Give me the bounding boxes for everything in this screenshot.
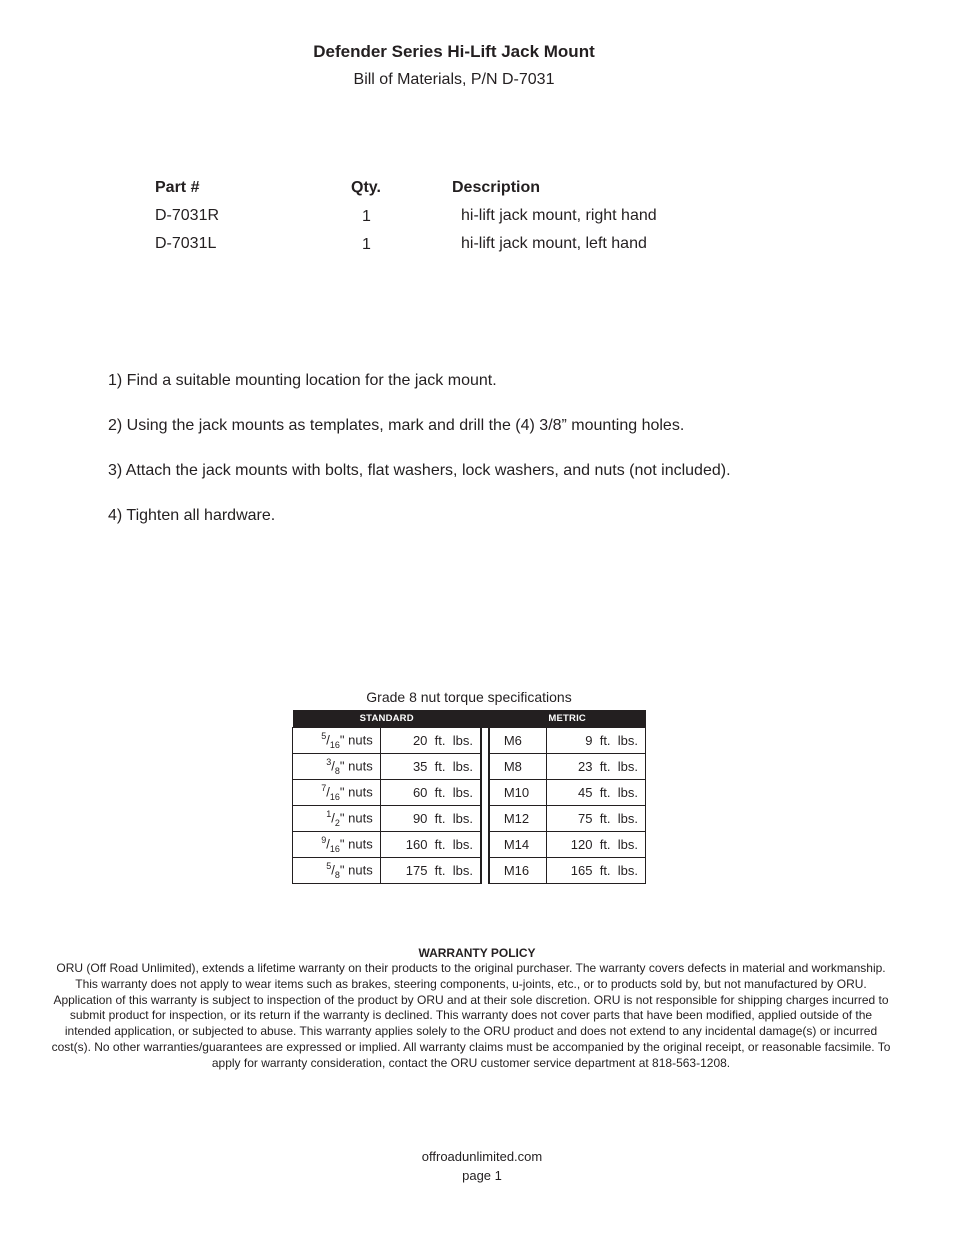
fraction-denominator: 16 [329, 843, 340, 854]
standard-torque-value: 35 ft. lbs. [380, 754, 481, 780]
instruction-step: 2) Using the jack mounts as templates, mark and drill the (4) 3/8” mounting holes. [108, 417, 685, 434]
fraction-denominator: 2 [334, 817, 340, 828]
column-divider [481, 858, 489, 884]
warranty-title: WARRANTY POLICY [418, 946, 536, 960]
bom-header-qty: Qty. [351, 179, 381, 196]
standard-nut-size: $^5/_{16}$" nuts [293, 728, 381, 754]
standard-torque-value: 90 ft. lbs. [380, 806, 481, 832]
bom-qty: 1 [362, 236, 371, 253]
fraction-denominator: 16 [329, 739, 340, 750]
column-divider [481, 780, 489, 806]
torque-row [293, 780, 646, 806]
nut-label: " nuts [339, 862, 373, 878]
standard-torque-value: 175 ft. lbs. [380, 858, 481, 884]
nut-label: " nuts [339, 758, 373, 774]
metric-header: METRIC [489, 710, 646, 728]
fraction-numerator: 1 [326, 809, 332, 820]
column-divider [481, 754, 489, 780]
bom-part-number: D-7031L [155, 235, 217, 252]
fraction-denominator: 16 [329, 791, 340, 802]
metric-torque-value: 165 ft. lbs. [547, 858, 646, 884]
standard-torque-value: 60 ft. lbs. [380, 780, 481, 806]
column-divider [481, 806, 489, 832]
standard-nut-size: $^3/_8$" nuts [293, 754, 381, 780]
instruction-step: 1) Find a suitable mounting location for the jack mount. [108, 372, 497, 389]
footer-website: offroadunlimited.com [421, 1149, 543, 1164]
bom-header-description: Description [452, 179, 541, 196]
fraction-denominator: 8 [334, 869, 340, 880]
metric-nut-size: M10 [489, 780, 547, 806]
metric-nut-size: M8 [489, 754, 547, 780]
header-gap [481, 710, 489, 728]
nut-label: " nuts [339, 732, 373, 748]
metric-nut-size: M14 [489, 832, 547, 858]
standard-nut-size: $^1/_2$" nuts [293, 806, 381, 832]
bom-part-number: D-7031R [155, 207, 220, 224]
torque-row [293, 728, 646, 754]
fraction-numerator: 5 [326, 861, 332, 872]
standard-torque-value: 160 ft. lbs. [380, 832, 481, 858]
metric-nut-size: M16 [489, 858, 547, 884]
standard-nut-size: $^5/_8$" nuts [293, 858, 381, 884]
warranty-text: ORU (Off Road Unlimited), extends a lifetime warranty on their products to the original purchaser. The warranty covers defects in material and workmanship. This warranty does not apply to wear items such as brakes, steering components, u-joints, etc., or to products sold by, but not manufactured by ORU. Application of this warranty is subject to inspection of the product by ORU and at their sole discretion. ORU is not responsible for shipping charges incurred to submit product for inspection, or its return if the warranty is declined. This warranty does not cover parts that have been modified, applied outside of the intended application, or subjected to abuse. This warranty applies solely to the ORU product and does not extend to any incidental damage(s) or incurred cost(s). No other warranties/guarantees are expressed or implied. All warranty claims must be accompanied by the original receipt, or reasonable facsimile. To apply for warranty consideration, contact the ORU customer service department at 818-563-1208. [51, 961, 891, 1070]
torque-row [293, 754, 646, 780]
nut-label: " nuts [339, 836, 373, 852]
column-divider [481, 728, 489, 754]
document-title: Defender Series Hi-Lift Jack Mount [313, 42, 595, 61]
metric-torque-value: 75 ft. lbs. [547, 806, 646, 832]
torque-table-caption: Grade 8 nut torque specifications [366, 689, 572, 705]
torque-row [293, 858, 646, 884]
nut-label: " nuts [339, 784, 373, 800]
fraction-numerator: 9 [321, 835, 327, 846]
fraction-numerator: 7 [321, 783, 327, 794]
metric-nut-size: M12 [489, 806, 547, 832]
instruction-step: 4) Tighten all hardware. [108, 507, 276, 524]
bom-header-part: Part # [155, 179, 200, 196]
torque-row [293, 806, 646, 832]
fraction-numerator: 3 [326, 757, 332, 768]
fraction-denominator: 8 [334, 765, 340, 776]
metric-torque-value: 45 ft. lbs. [547, 780, 646, 806]
metric-torque-value: 23 ft. lbs. [547, 754, 646, 780]
bom-description: hi-lift jack mount, right hand [461, 207, 657, 224]
standard-torque-value: 20 ft. lbs. [380, 728, 481, 754]
instruction-step: 3) Attach the jack mounts with bolts, flat washers, lock washers, and nuts (not included). [108, 462, 731, 479]
metric-nut-size: M6 [489, 728, 547, 754]
footer-page-number: page 1 [462, 1168, 502, 1183]
fraction-numerator: 5 [321, 731, 327, 742]
bom-description: hi-lift jack mount, left hand [461, 235, 647, 252]
torque-spec-table [292, 710, 646, 884]
standard-nut-size: $^9/_{16}$" nuts [293, 832, 381, 858]
nut-label: " nuts [339, 810, 373, 826]
bom-qty: 1 [362, 208, 371, 225]
document-subtitle: Bill of Materials, P/N D-7031 [353, 71, 555, 88]
metric-torque-value: 120 ft. lbs. [547, 832, 646, 858]
column-divider [481, 832, 489, 858]
torque-row [293, 832, 646, 858]
standard-nut-size: $^7/_{16}$" nuts [293, 780, 381, 806]
standard-header: STANDARD [293, 710, 481, 728]
metric-torque-value: 9 ft. lbs. [547, 728, 646, 754]
